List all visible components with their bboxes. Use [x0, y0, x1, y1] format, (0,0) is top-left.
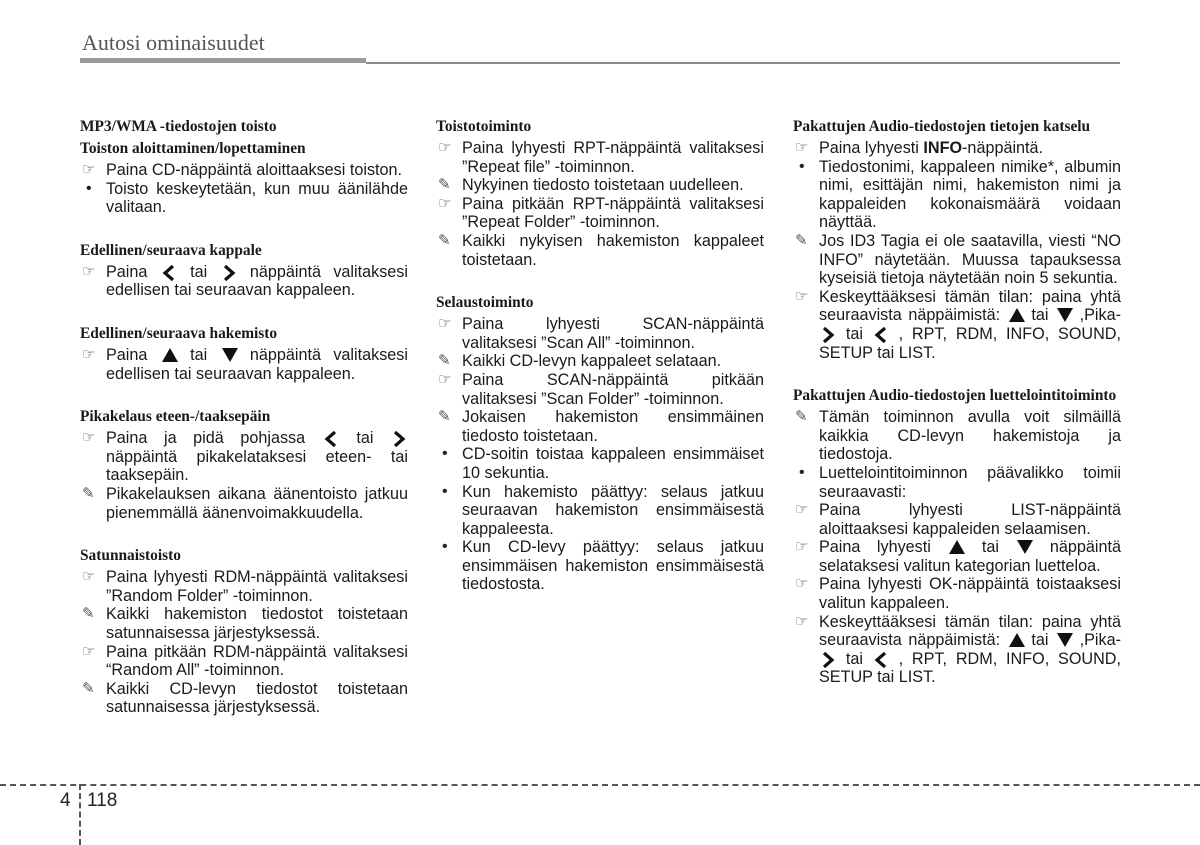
item-text: Kaikki hakemiston tiedostot toistetaan satunnaisessa järjestyksessä. — [106, 605, 408, 642]
text-column-3 — [793, 117, 1121, 711]
pointing-hand-icon: ☞ — [795, 501, 809, 519]
pointing-hand-icon: ☞ — [82, 429, 96, 447]
chevron-left-icon — [324, 431, 338, 447]
triangle-up-icon — [1009, 308, 1023, 324]
item-text: tai — [339, 429, 390, 448]
item-text: , RPT, RDM, INFO, SOUND, SETUP tai LIST. — [819, 324, 1121, 362]
triangle-up-icon — [162, 348, 176, 364]
list-item — [793, 158, 1121, 232]
list-item — [80, 346, 408, 383]
item-text: ,Pika- — [1073, 631, 1121, 650]
header-rule-thin — [366, 62, 1120, 64]
bullet-icon: • — [442, 538, 448, 556]
triangle-up-icon — [1009, 633, 1023, 649]
item-text: Paina — [106, 262, 160, 281]
list-item — [80, 180, 408, 217]
triangle-down-icon — [1057, 633, 1071, 649]
pencil-note-icon: ✎ — [438, 176, 451, 194]
triangle-down-icon — [222, 348, 236, 364]
pointing-hand-icon: ☞ — [795, 612, 809, 630]
list-item — [80, 568, 408, 605]
item-text: Paina lyhyesti RDM-näppäintä valitaksesi ”Random Folder” -toiminnon. — [106, 568, 408, 605]
chevron-left-icon — [874, 652, 888, 668]
bullet-icon: • — [86, 179, 92, 197]
list-item — [436, 408, 764, 445]
item-text: Kun hakemisto päättyy: selaus jatkuu seuraavan hakemiston ensimmäisestä kappaleesta. — [462, 482, 764, 538]
item-text: Paina lyhyesti — [819, 139, 924, 157]
list-item — [80, 643, 408, 680]
item-text: Jokaisen hakemiston ensimmäinen tiedosto toistetaan. — [462, 408, 764, 445]
bold-text: INFO — [923, 139, 963, 157]
pointing-hand-icon: ☞ — [82, 161, 96, 178]
item-text: tai — [837, 324, 872, 343]
item-text: Nykyinen tiedosto toistetaan uudelleen. — [462, 176, 744, 195]
text-column-2 — [436, 117, 764, 618]
item-text: tai — [837, 649, 872, 668]
list-item — [793, 538, 1121, 575]
pointing-hand-icon: ☞ — [82, 262, 96, 280]
list-item — [793, 501, 1121, 538]
item-text: Paina SCAN-näppäintä pitkään valitaksesi ”Scan Folder” -toiminnon. — [462, 370, 764, 408]
pointing-hand-icon: ☞ — [438, 370, 452, 388]
section — [80, 324, 408, 383]
section — [80, 139, 408, 217]
item-text: -näppäintä. — [962, 139, 1044, 157]
item-text: Paina lyhyesti SCAN-näppäintä valitaksesi ”Scan All” -toiminnon. — [462, 315, 764, 352]
item-text: Paina pitkään RDM-näppäintä valitaksesi “Random All” -toiminnon. — [106, 642, 408, 680]
chapter-number: 4 — [60, 790, 71, 811]
pencil-note-icon: ✎ — [82, 605, 95, 623]
item-text: Paina pitkään RPT-näppäintä valitaksesi ”Repeat Folder” -toiminnon. — [462, 194, 764, 232]
pencil-note-icon: ✎ — [438, 352, 451, 370]
pencil-note-icon: ✎ — [82, 484, 95, 502]
pencil-note-icon: ✎ — [438, 408, 451, 426]
section — [80, 117, 408, 137]
section-heading: Pakattujen Audio-tiedostojen tietojen katselu — [793, 118, 1091, 135]
list-item — [793, 464, 1121, 501]
pointing-hand-icon: ☞ — [795, 538, 809, 556]
page-header-title: Autosi ominaisuudet — [82, 30, 265, 55]
list-item — [80, 680, 408, 717]
item-text: Paina lyhyesti RPT-näppäintä valitaksesi ”Repeat file” -toiminnon. — [462, 139, 764, 176]
item-text: Paina lyhyesti OK-näppäintä toistaaksesi valitun kappaleen. — [819, 575, 1121, 613]
item-text: Toisto keskeytetään, kun muu äänilähde valitaan. — [106, 179, 408, 217]
item-text: Keskeyttääksesi tämän tilan: paina yhtä seuraavista näppäimistä: — [819, 287, 1121, 325]
list-item — [436, 445, 764, 482]
list-item — [80, 485, 408, 522]
pointing-hand-icon: ☞ — [82, 345, 96, 363]
section-heading: Pikakelaus eteen-/taaksepäin — [80, 408, 271, 426]
section — [793, 386, 1121, 687]
pointing-hand-icon: ☞ — [82, 642, 96, 660]
list-item — [436, 232, 764, 269]
section-heading: Toiston aloittaminen/lopettaminen — [80, 140, 306, 157]
item-text: Paina lyhyesti LIST-näppäintä aloittaaksesi kappaleiden selaamisen. — [819, 501, 1121, 538]
section-heading: MP3/WMA -tiedostojen toisto — [80, 118, 277, 135]
section-heading: Satunnaistoisto — [80, 547, 181, 565]
pointing-hand-icon: ☞ — [438, 139, 452, 156]
item-text: Jos ID3 Tagia ei ole saatavilla, viesti “NO INFO” näytetään. Muussa tapauksessa kyseisiä tietoja näytetään noin 5 sekuntia. — [819, 231, 1121, 288]
list-item — [436, 483, 764, 539]
footer-divider — [79, 784, 81, 845]
pointing-hand-icon: ☞ — [438, 194, 452, 212]
section — [80, 407, 408, 522]
item-text: tai — [177, 345, 220, 364]
section — [436, 117, 764, 269]
item-text: Tiedostonimi, kappaleen nimike*, albumin nimi, esittäjän nimi, hakemiston nimi ja kappaleiden kokonaismäärä voidaan näyttää. — [819, 157, 1121, 232]
pencil-note-icon: ✎ — [795, 231, 808, 249]
list-item — [436, 139, 764, 176]
pencil-note-icon: ✎ — [795, 408, 808, 426]
pointing-hand-icon: ☞ — [795, 575, 809, 593]
pointing-hand-icon: ☞ — [82, 568, 96, 586]
item-text: Paina — [106, 345, 160, 364]
footer-rule — [0, 784, 1200, 786]
list-item — [436, 176, 764, 195]
list-item — [793, 232, 1121, 288]
list-item — [436, 538, 764, 594]
bullet-icon: • — [442, 482, 448, 500]
bullet-icon: • — [799, 463, 805, 481]
list-item — [793, 613, 1121, 687]
item-text: Luettelointitoiminnon päävalikko toimii seuraavasti: — [819, 463, 1121, 501]
list-item — [793, 408, 1121, 464]
bullet-icon: • — [799, 157, 805, 175]
item-text: Paina CD-näppäintä aloittaaksesi toiston. — [106, 161, 403, 179]
chevron-right-icon — [821, 652, 835, 668]
item-text: Keskeyttääksesi tämän tilan: paina yhtä seuraavista näppäimistä: — [819, 612, 1121, 650]
item-text: näppäintä pikakelataksesi eteen- tai taaksepäin. — [106, 447, 408, 485]
section — [436, 293, 764, 594]
list-item — [793, 288, 1121, 362]
section — [80, 546, 408, 717]
list-item — [80, 161, 408, 180]
item-text: Pikakelauksen aikana äänentoisto jatkuu pienemmällä äänenvoimakkuudella. — [106, 484, 408, 522]
list-item — [436, 352, 764, 371]
section-heading: Edellinen/seuraava kappale — [80, 241, 262, 259]
chevron-right-icon — [392, 431, 406, 447]
item-text: näppäintä valitaksesi edellisen tai seuraavan kappaleen. — [106, 345, 408, 383]
pencil-note-icon: ✎ — [82, 679, 95, 697]
bullet-icon: • — [442, 445, 448, 463]
section — [80, 241, 408, 300]
section-heading: Selaustoiminto — [436, 294, 534, 312]
item-text: tai — [965, 538, 1016, 557]
chevron-right-icon — [222, 265, 236, 281]
item-text: Kaikki nykyisen hakemiston kappaleet toistetaan. — [462, 231, 764, 269]
item-text: Kaikki CD-levyn tiedostot toistetaan satunnaisessa järjestyksessä. — [106, 679, 408, 717]
header-rule-thick — [80, 58, 366, 63]
section-heading: Pakattujen Audio-tiedostojen luettelointitoiminto — [793, 387, 1117, 405]
item-text: Kaikki CD-levyn kappaleet selataan. — [462, 352, 722, 371]
list-item — [80, 605, 408, 642]
pencil-note-icon: ✎ — [438, 231, 451, 249]
page-number: 118 — [87, 790, 118, 811]
item-text: näppäintä selataksesi valitun kategorian luetteloa. — [819, 538, 1121, 575]
pointing-hand-icon: ☞ — [795, 139, 809, 156]
item-text: tai — [177, 262, 220, 281]
item-text: Kun CD-levy päättyy: selaus jatkuu ensimmäisen hakemiston ensimmäisestä tiedostosta. — [462, 538, 764, 594]
list-item — [793, 575, 1121, 612]
list-item — [436, 371, 764, 408]
chevron-right-icon — [821, 327, 835, 343]
list-item — [80, 429, 408, 485]
chevron-left-icon — [874, 327, 888, 343]
item-text: ,Pika- — [1073, 306, 1121, 325]
item-text: Paina ja pidä pohjassa — [106, 429, 322, 448]
section — [793, 117, 1121, 362]
triangle-up-icon — [949, 540, 963, 556]
triangle-down-icon — [1057, 308, 1071, 324]
pointing-hand-icon: ☞ — [438, 315, 452, 333]
chevron-left-icon — [162, 265, 176, 281]
item-text: tai — [1024, 306, 1056, 325]
item-text: näppäintä valitaksesi edellisen tai seuraavan kappaleen. — [106, 262, 408, 300]
section-heading: Toistotoiminto — [436, 118, 532, 135]
list-item — [793, 139, 1121, 158]
list-item — [436, 315, 764, 352]
pointing-hand-icon: ☞ — [795, 287, 809, 305]
item-text: , RPT, RDM, INFO, SOUND, SETUP tai LIST. — [819, 649, 1121, 687]
triangle-down-icon — [1017, 540, 1031, 556]
text-column-1 — [80, 117, 408, 741]
item-text: CD-soitin toistaa kappaleen ensimmäiset 10 sekuntia. — [462, 445, 764, 482]
item-text: Tämän toiminnon avulla voit silmäillä kaikkia CD-levyn hakemistoja ja tiedostoja. — [819, 408, 1121, 464]
list-item — [436, 195, 764, 232]
item-text: tai — [1024, 631, 1056, 650]
section-heading: Edellinen/seuraava hakemisto — [80, 324, 278, 342]
list-item — [80, 263, 408, 300]
item-text: Paina lyhyesti — [819, 538, 948, 557]
